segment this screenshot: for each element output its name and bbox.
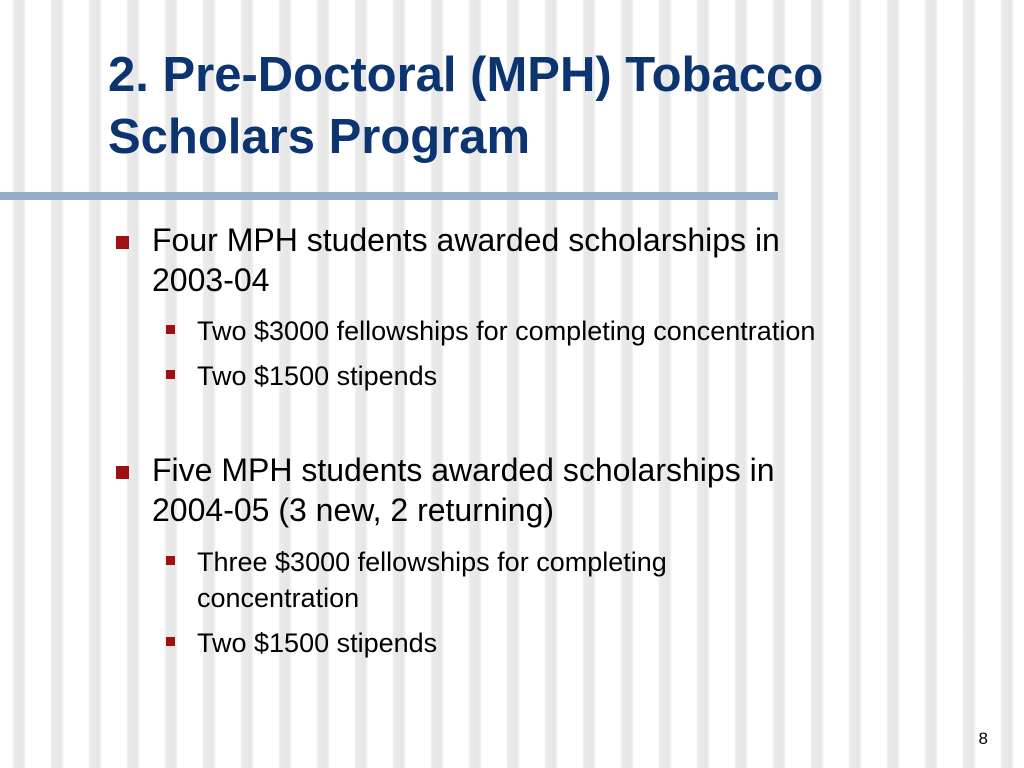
sub-bullet-text bbox=[197, 544, 667, 616]
bullet-item bbox=[116, 220, 976, 300]
sub-bullet-item bbox=[166, 313, 996, 349]
bullet-text-line: 2004-05 (3 new, 2 returning) bbox=[152, 492, 555, 528]
sub-bullet-text: Two $1500 stipends bbox=[197, 361, 438, 391]
square-bullet-icon bbox=[166, 556, 175, 565]
sub-bullet-text: Two $3000 fellowships for completing concentration bbox=[197, 316, 816, 346]
square-bullet-icon bbox=[166, 370, 175, 379]
sub-bullet-text: Two $1500 stipends bbox=[197, 628, 438, 658]
square-bullet-icon bbox=[166, 325, 175, 334]
sub-bullet-text-line: concentration bbox=[197, 583, 360, 613]
sub-bullet-text-line: Three $3000 fellowships for completing bbox=[197, 547, 667, 577]
square-bullet-icon bbox=[116, 466, 129, 479]
page-number: 8 bbox=[978, 729, 988, 748]
slide-title-line: Scholars Program bbox=[108, 110, 531, 164]
bullet-text-line: Four MPH students awarded scholarships in bbox=[152, 222, 780, 258]
bullet-text bbox=[152, 220, 780, 300]
bullet-text-line: Five MPH students awarded scholarships in bbox=[152, 452, 775, 488]
bullet-item bbox=[116, 450, 976, 530]
square-bullet-icon bbox=[116, 236, 129, 249]
sub-bullet-item bbox=[166, 625, 996, 661]
sub-bullet-item bbox=[166, 544, 996, 616]
bullet-text bbox=[152, 450, 775, 530]
sub-bullet-item bbox=[166, 358, 996, 394]
square-bullet-icon bbox=[166, 637, 175, 646]
bullet-text-line: 2003-04 bbox=[152, 262, 270, 298]
slide-title-line: 2. Pre-Doctoral (MPH) Tobacco bbox=[108, 48, 824, 102]
